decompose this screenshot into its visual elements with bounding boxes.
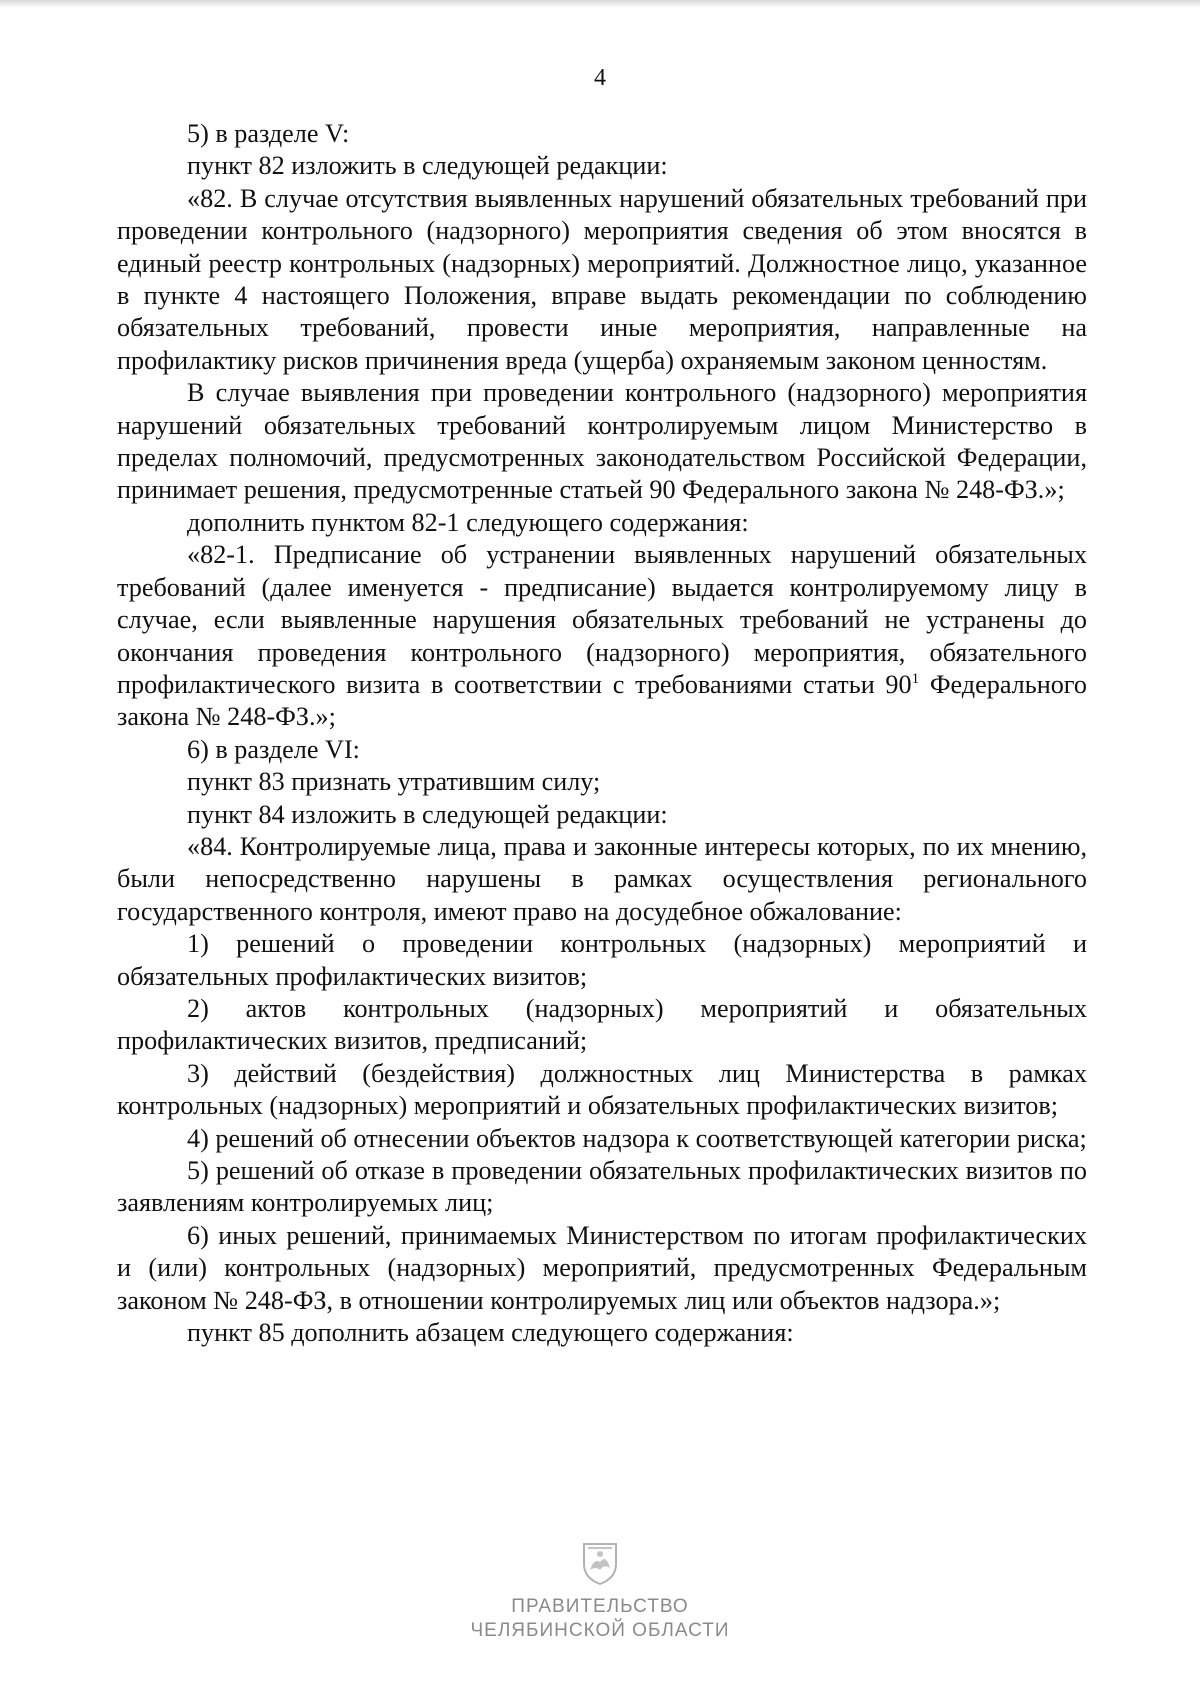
paragraph-82-1 xyxy=(117,539,1087,733)
coat-of-arms-icon xyxy=(580,1540,620,1586)
paragraph-instruction-85: пункт 85 дополнить абзацем следующего содержания: xyxy=(187,1318,794,1348)
list-item-3: 3) действий (бездействия) должностных лиц Министерства в рамках контрольных (надзорных) мероприятий и обязательных профилактических визитов; xyxy=(117,1058,1087,1121)
paragraph-82: «82. В случае отсутствия выявленных нарушений обязательных требований при проведении контрольного (надзорного) мероприятия сведения об этом вносятся в единый реестр контрольных (надзорных) мероприятий. Должностное лицо, указанное в пункте 4 настоящего Положения, вправе выдать рекомендации по соблюдению обязательных требований, провести иные мероприятия, направленные на профилактику рисков причинения вреда (ущерба) охраняемым законом ценностям. xyxy=(117,183,1087,375)
list-item-4: 4) решений об отнесении объектов надзора к соответствующей категории риска; xyxy=(187,1123,1087,1153)
stamp-line-1: ПРАВИТЕЛЬСТВО xyxy=(511,1596,689,1617)
stamp-line-2: ЧЕЛЯБИНСКОЙ ОБЛАСТИ xyxy=(470,1620,730,1641)
page-number: 4 xyxy=(594,65,606,91)
paragraph-instruction-82: пункт 82 изложить в следующей редакции: xyxy=(187,151,668,181)
paragraph-84: «84. Контролируемые лица, права и законные интересы которых, по их мнению, были непосредственно нарушены в рамках осуществления регионального государственного контроля, имеют право на досудебное обжалование: xyxy=(117,831,1087,926)
paragraph-instruction-82-1: дополнить пунктом 82-1 следующего содержания: xyxy=(187,507,749,537)
scan-edge xyxy=(0,0,1200,8)
article-superscript: 1 xyxy=(911,670,920,687)
government-stamp xyxy=(0,1540,1200,1643)
section-6-heading: 6) в разделе VI: xyxy=(187,734,360,764)
paragraph-82-1-tail: Федерального закона № 248-ФЗ.»; xyxy=(117,669,1087,732)
list-item-1: 1) решений о проведении контрольных (надзорных) мероприятий и обязательных профилактических визитов; xyxy=(117,929,1087,991)
list-item-5: 5) решений об отказе в проведении обязательных профилактических визитов по заявлениям контролируемых лиц; xyxy=(117,1156,1087,1218)
document-body xyxy=(117,118,1087,1349)
paragraph-82-violations: В случае выявления при проведении контрольного (надзорного) мероприятия нарушений обязательных требований контролируемым лицом Министерство в пределах полномочий, предусмотренных законодательством Российской Федерации, принимает решения, предусмотренные статьей 90 Федерального закона № 248-ФЗ.»; xyxy=(117,378,1087,505)
list-item-6: 6) иных решений, принимаемых Министерством по итогам профилактических и (или) контрольных (надзорных) мероприятий, предусмотренных Федеральным законом № 248-ФЗ, в отношении контролируемых лиц или объектов надзора.»; xyxy=(117,1220,1087,1315)
paragraph-instruction-83: пункт 83 признать утратившим силу; xyxy=(187,767,601,797)
section-5-heading: 5) в разделе V: xyxy=(187,119,350,148)
paragraph-82-1-text: «82-1. Предписание об устранении выявленных нарушений обязательных требований (далее именуется - предписание) выдается контролируемому лицу в случае, если выявленные нарушения обязательных требований не устранены до окончания проведения контрольного (надзорного) мероприятия, обязательного профилактического визита в соответствии с требованиями статьи 90 xyxy=(117,540,1087,699)
paragraph-instruction-84: пункт 84 изложить в следующей редакции: xyxy=(187,799,668,829)
list-item-2: 2) актов контрольных (надзорных) мероприятий и обязательных профилактических визитов, предписаний; xyxy=(117,993,1087,1056)
